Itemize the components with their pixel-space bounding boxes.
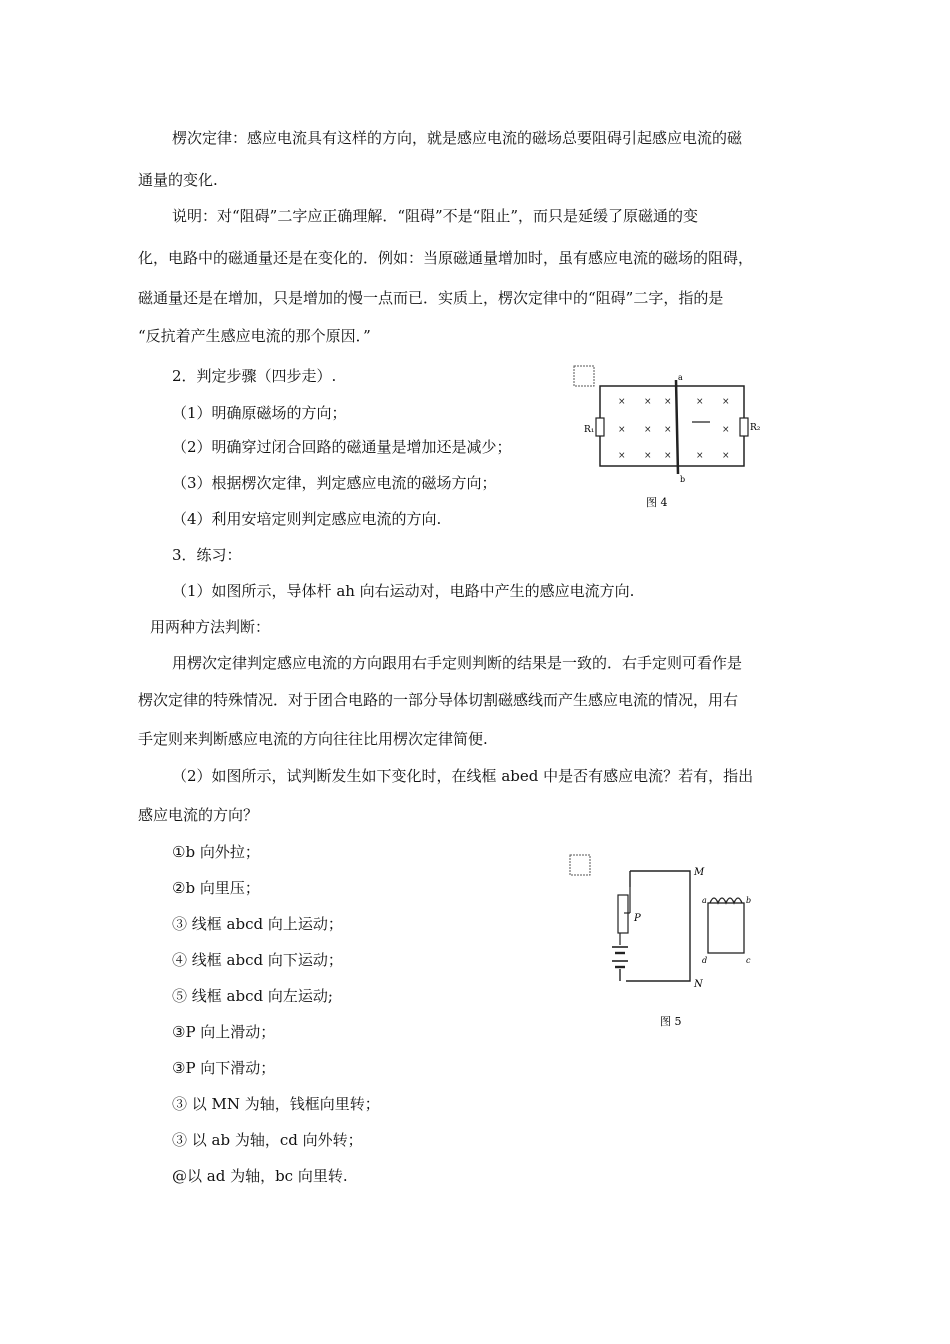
resistor-r2 bbox=[740, 418, 748, 436]
lenz-law-line-2: 通量的变化. bbox=[138, 171, 218, 189]
coil-turns bbox=[710, 898, 742, 903]
svg-text:×: × bbox=[618, 425, 626, 435]
svg-text:×: × bbox=[618, 451, 626, 461]
figure-placeholder-box bbox=[574, 366, 594, 386]
practice-expl-line-2: 楞次定律的特殊情况．对于团合电路的一部分导体切割磁感线而产生感应电流的情况，用右 bbox=[138, 691, 739, 709]
svg-text:×: × bbox=[618, 397, 626, 407]
figure-5-circuit bbox=[560, 845, 760, 1035]
practice-heading: 3．练习： bbox=[172, 546, 242, 564]
case-item: ①b 向外拉； bbox=[172, 843, 260, 861]
case-item: @以 ad 为轴，bc 向里转. bbox=[172, 1167, 348, 1185]
svg-text:×: × bbox=[696, 451, 704, 461]
svg-text:×: × bbox=[664, 451, 672, 461]
svg-text:×: × bbox=[696, 397, 704, 407]
case-item: ③P 向上滑动； bbox=[172, 1023, 276, 1041]
label-p: P bbox=[634, 913, 641, 924]
step-item: （1）明确原磁场的方向； bbox=[172, 404, 347, 422]
svg-text:×: × bbox=[644, 451, 652, 461]
figure-4-circuit bbox=[560, 356, 760, 516]
label-a: a bbox=[678, 373, 683, 382]
label-m: M bbox=[694, 867, 705, 878]
practice-methods: 用两种方法判断： bbox=[150, 618, 271, 636]
explanation-line-2: 化，电路中的磁通量还是在变化的．例如：当原磁通量增加时，虽有感应电流的磁场的阻碍， bbox=[138, 249, 754, 267]
resistor-r1 bbox=[596, 418, 604, 436]
lenz-law-line-1: 楞次定律：感应电流具有这样的方向，就是感应电流的磁场总要阻碍引起感应电流的磁 bbox=[172, 129, 743, 147]
coil-frame-abcd bbox=[708, 903, 744, 953]
explanation-line-4: “反抗着产生感应电流的那个原因．” bbox=[138, 327, 371, 345]
conductor-rod bbox=[676, 380, 678, 474]
label-d: d bbox=[702, 956, 708, 965]
case-item: ④ 线框 abcd 向下运动； bbox=[172, 951, 343, 969]
explanation-line-3: 磁通量还是在增加，只是增加的慢一点而已．实质上，楞次定律中的“阻碍”二字，指的是 bbox=[138, 289, 724, 307]
figure-5-caption: 图 5 bbox=[660, 1015, 682, 1028]
practice-expl-line-3: 手定则来判断感应电流的方向往往比用楞次定律简便. bbox=[138, 730, 488, 748]
step-item: （3）根据楞次定律，判定感应电流的磁场方向； bbox=[172, 474, 497, 492]
label-b: b bbox=[680, 475, 686, 484]
circuit-wire bbox=[626, 871, 690, 981]
practice-q2-line-2: 感应电流的方向？ bbox=[138, 806, 259, 824]
practice-expl-line-1: 用楞次定律判定感应电流的方向跟用右手定则判断的结果是一致的．右手定则可看作是 bbox=[172, 654, 743, 672]
svg-text:×: × bbox=[722, 397, 730, 407]
case-item: ③P 向下滑动； bbox=[172, 1059, 276, 1077]
case-item: ⑤ 线框 abcd 向左运动; bbox=[172, 987, 333, 1005]
svg-text:×: × bbox=[644, 397, 652, 407]
magnetic-field-marks bbox=[618, 397, 730, 461]
explanation-line-1: 说明：对“阻碍”二字应正确理解．“阻碍”不是“阻止”，而只是延缓了原磁通的变 bbox=[172, 207, 699, 225]
svg-text:×: × bbox=[722, 451, 730, 461]
steps-heading: 2．判定步骤（四步走）. bbox=[172, 367, 337, 385]
practice-q2-line-1: （2）如图所示，试判断发生如下变化时，在线框 abed 中是否有感应电流？若有，指出 bbox=[172, 767, 754, 785]
svg-text:×: × bbox=[664, 397, 672, 407]
case-item: ③ 以 ab 为轴，cd 向外转； bbox=[172, 1131, 363, 1149]
practice-q1: （1）如图所示，导体杆 ah 向右运动对，电路中产生的感应电流方向. bbox=[172, 582, 635, 600]
figure-4-caption: 图 4 bbox=[646, 496, 668, 509]
label-b: b bbox=[746, 896, 752, 905]
label-r1: R₁ bbox=[584, 425, 595, 435]
step-item: （2）明确穿过闭合回路的磁通量是增加还是减少； bbox=[172, 438, 512, 456]
case-item: ②b 向里压； bbox=[172, 879, 260, 897]
step-item: （4）利用安培定则判定感应电流的方向. bbox=[172, 510, 442, 528]
figure-placeholder-box bbox=[570, 855, 590, 875]
case-item: ③ 线框 abcd 向上运动； bbox=[172, 915, 343, 933]
label-a: a bbox=[702, 896, 707, 905]
label-n: N bbox=[694, 979, 703, 990]
case-item: ③ 以 MN 为轴，钱框向里转； bbox=[172, 1095, 380, 1113]
svg-text:×: × bbox=[722, 425, 730, 435]
label-c: c bbox=[746, 956, 751, 965]
rheostat bbox=[618, 895, 628, 933]
label-r2: R₂ bbox=[750, 423, 760, 433]
svg-text:×: × bbox=[664, 425, 672, 435]
svg-text:×: × bbox=[644, 425, 652, 435]
